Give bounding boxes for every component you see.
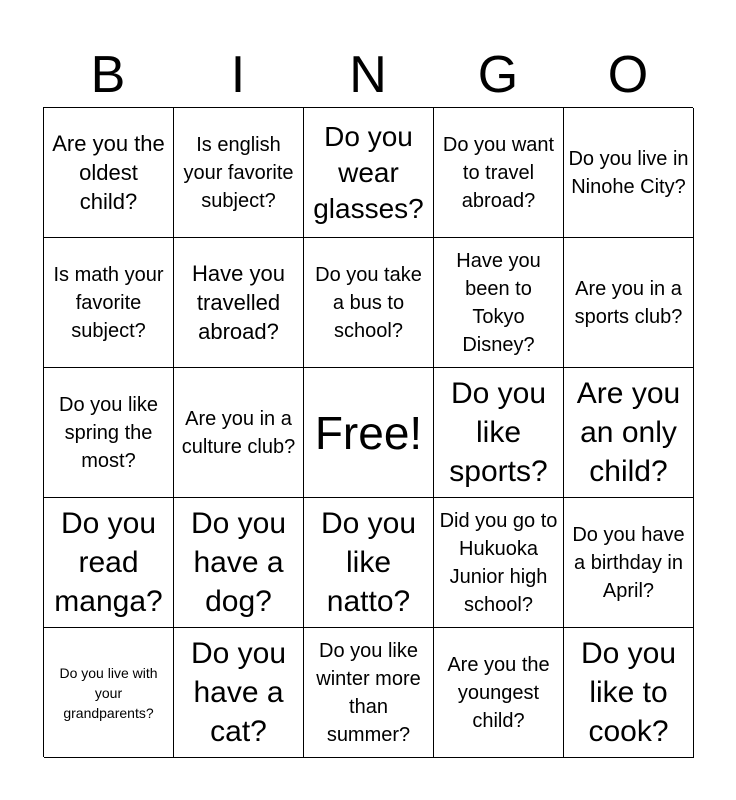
bingo-cell[interactable] (564, 498, 694, 628)
header-letter-i: I (230, 46, 246, 104)
cell-text: Do you wear glasses? (313, 120, 424, 224)
cell-text: Are you an only child? (576, 377, 681, 488)
bingo-cell[interactable] (434, 238, 564, 368)
cell-text: Do you like winter more than summer? (316, 639, 421, 746)
free-space-text: Free! (314, 406, 423, 459)
cell-text: Do you take a bus to school? (315, 263, 422, 342)
bingo-header (43, 44, 693, 106)
cell-text: Do you like to cook? (580, 637, 677, 748)
bingo-cell[interactable] (564, 628, 694, 758)
cell-text: Do you live with your grandparents? (59, 664, 158, 721)
bingo-cell[interactable] (564, 368, 694, 498)
bingo-cell[interactable] (434, 108, 564, 238)
cell-text: Are you the youngest child? (447, 653, 550, 732)
bingo-cell[interactable] (304, 498, 434, 628)
header-letter-n: N (349, 46, 387, 104)
bingo-cell[interactable] (174, 368, 304, 498)
bingo-cell[interactable] (304, 108, 434, 238)
bingo-cell[interactable] (564, 238, 694, 368)
bingo-cell[interactable] (174, 498, 304, 628)
bingo-cell[interactable] (174, 238, 304, 368)
bingo-cell[interactable] (304, 238, 434, 368)
cell-text: Do you have a cat? (190, 637, 287, 748)
cell-text: Are you the oldest child? (52, 131, 165, 214)
bingo-cell[interactable] (434, 498, 564, 628)
cell-text: Do you want to travel abroad? (442, 133, 555, 212)
bingo-cell[interactable] (564, 108, 694, 238)
bingo-cell[interactable] (44, 368, 174, 498)
free-space-cell[interactable] (304, 368, 434, 498)
header-letter-b: B (90, 46, 126, 104)
cell-text: Do you have a dog? (190, 507, 287, 618)
bingo-cell[interactable] (434, 628, 564, 758)
bingo-cell[interactable] (304, 628, 434, 758)
cell-text: Are you in a culture club? (181, 407, 296, 458)
bingo-cell[interactable] (44, 108, 174, 238)
cell-text: Do you like sports? (449, 377, 548, 488)
cell-text: Is english your favorite subject? (183, 133, 294, 212)
bingo-cell[interactable] (44, 498, 174, 628)
bingo-cell[interactable] (44, 628, 174, 758)
cell-text: Are you in a sports club? (574, 277, 683, 328)
cell-text: Have you been to Tokyo Disney? (456, 249, 541, 356)
cell-text: Do you like spring the most? (59, 393, 158, 472)
cell-text: Have you travelled abroad? (192, 261, 285, 344)
header-letter-o: O (607, 46, 649, 104)
header-letter-g: G (477, 46, 519, 104)
cell-text: Do you have a birthday in April? (572, 523, 685, 602)
bingo-cell[interactable] (174, 628, 304, 758)
bingo-cell[interactable] (434, 368, 564, 498)
cell-text: Did you go to Hukuoka Junior high school? (439, 509, 558, 616)
bingo-cell[interactable] (44, 238, 174, 368)
cell-text: Is math your favorite subject? (53, 263, 164, 342)
cell-text: Do you read manga? (54, 507, 163, 618)
bingo-cell[interactable] (174, 108, 304, 238)
cell-text: Do you live in Ninohe City? (568, 147, 689, 198)
bingo-card-grid (43, 107, 693, 757)
cell-text: Do you like natto? (320, 507, 417, 618)
